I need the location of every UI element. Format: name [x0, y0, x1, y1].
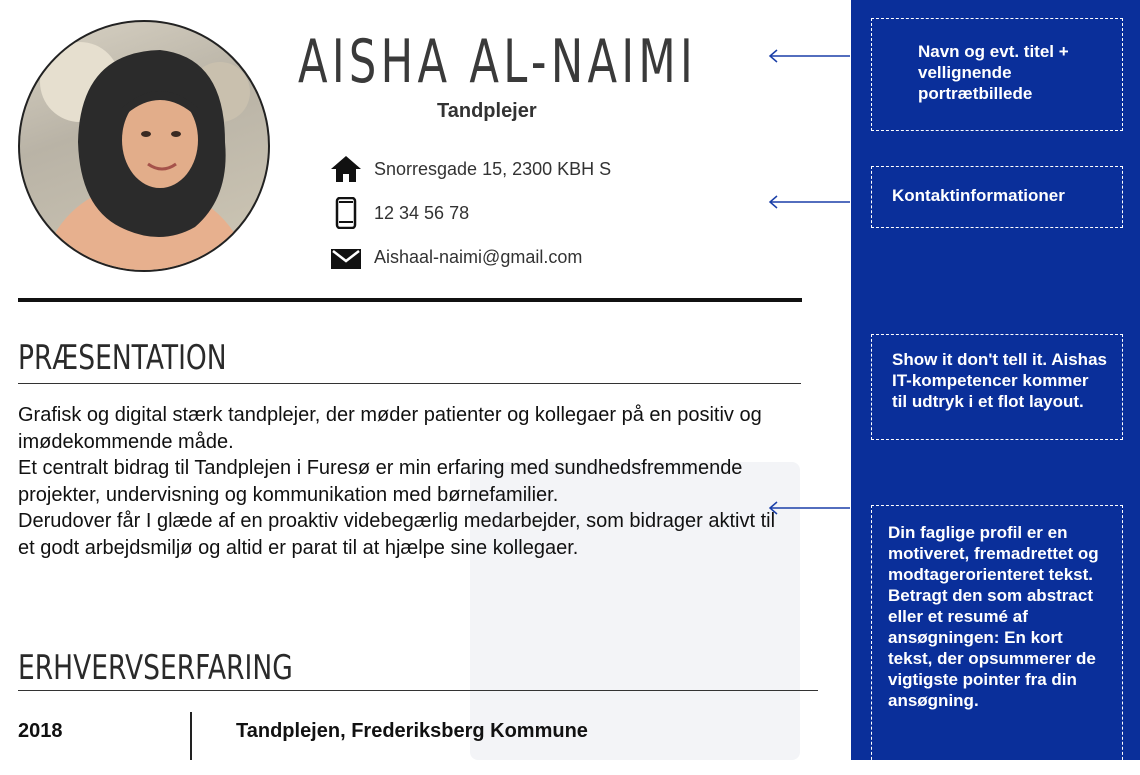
job-title: Tandplejer: [437, 100, 537, 122]
arrow-left-icon: [768, 195, 850, 209]
phone-icon: [330, 197, 362, 229]
experience-rule: [18, 690, 818, 691]
home-icon: [330, 153, 362, 185]
candidate-name: AISHA AL-NAIMI: [298, 27, 698, 97]
arrow-left-icon: [768, 49, 850, 63]
presentation-paragraph: Et centralt bidrag til Tandplejen i Furesø er min erfaring med sundhedsfremmende projekter, undervisning og kommunikation med børnefamilier.: [18, 457, 743, 506]
contact-email: Aishaal-naimi@gmail.com: [374, 246, 583, 267]
note-contact: Kontaktinformationer: [871, 166, 1123, 228]
portrait-photo: [18, 20, 270, 272]
presentation-heading: PRÆSENTATION: [18, 338, 227, 378]
presentation-text: [18, 402, 778, 561]
contact-phone: 12 34 56 78: [374, 202, 470, 223]
contact-email-row: [330, 240, 582, 274]
contact-phone-row: [330, 196, 469, 230]
experience-employer: Tandplejen, Frederiksberg Kommune: [236, 720, 588, 742]
contact-address: Snorresgade 15, 2300 KBH S: [374, 158, 612, 179]
experience-divider: [190, 712, 192, 760]
presentation-rule: [18, 383, 801, 384]
experience-heading: ERHVERVSERFARING: [18, 648, 293, 688]
header-divider: [18, 298, 802, 302]
mail-icon: [330, 241, 362, 273]
experience-year: 2018: [18, 720, 63, 742]
presentation-paragraph: Grafisk og digital stærk tandplejer, der møder patienter og kollegaer på en positiv og imødekommende måde.: [18, 404, 762, 453]
arrow-left-icon: [768, 501, 850, 515]
contact-address-row: [330, 152, 611, 186]
note-layout: Show it don't tell it. Aishas IT-kompetencer kommer til udtryk i et flot layout.: [871, 334, 1123, 440]
presentation-paragraph: Derudover får I glæde af en proaktiv videbegærlig medarbejder, som bidrager aktivt til et godt arbejdsmiljø og altid er parat til at hjælpe sine kollegaer.: [18, 510, 776, 559]
note-profile: Din faglige profil er en motiveret, fremadrettet og modtagerorienteret tekst. Betragt den som abstract eller et resumé af ansøgningen: En kort tekst, der opsummerer de vigtigste pointer fra din ansøgning.: [871, 505, 1123, 775]
note-name-photo: Navn og evt. titel + vellignende portrætbillede: [871, 18, 1123, 131]
